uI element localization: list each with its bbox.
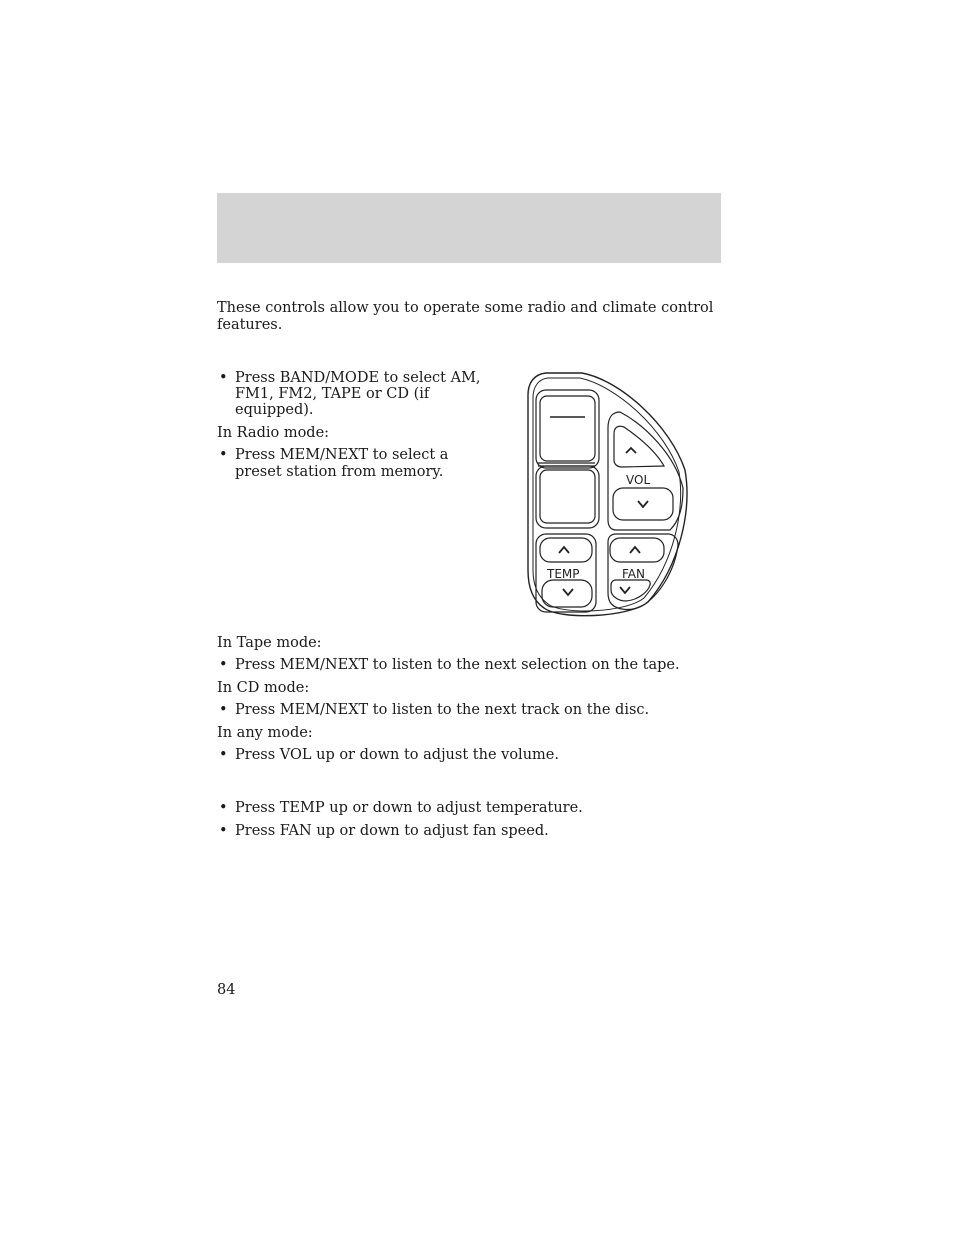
chevron-down-icon xyxy=(638,501,648,507)
band-mode-button xyxy=(540,396,595,461)
chevron-up-icon xyxy=(559,547,569,553)
mem-next-button xyxy=(540,470,595,523)
mem-next-line-1: Press MEM/NEXT to select a xyxy=(235,447,449,463)
chevron-up-icon xyxy=(630,547,640,553)
steering-wheel-controls-diagram xyxy=(520,370,695,622)
band-mode-line-2: FM1, FM2, TAPE or CD (if xyxy=(235,386,430,402)
bullet-dot: • xyxy=(219,447,228,463)
bullet-dot: • xyxy=(219,800,228,816)
chevron-down-icon xyxy=(620,587,630,593)
cd-mode-bullet: Press MEM/NEXT to listen to the next track on the disc. xyxy=(235,702,650,718)
page-number: 84 xyxy=(217,982,236,998)
bullet-dot: • xyxy=(219,702,228,718)
mem-next-line-2: preset station from memory. xyxy=(235,464,444,480)
chevron-up-icon xyxy=(626,448,636,453)
temp-bullet: Press TEMP up or down to adjust temperature. xyxy=(235,800,583,816)
radio-mode-label: In Radio mode: xyxy=(217,425,330,441)
bullet-dot: • xyxy=(219,657,228,673)
fan-bullet: Press FAN up or down to adjust fan speed. xyxy=(235,823,549,839)
bullet-dot: • xyxy=(219,747,228,763)
any-mode-bullet: Press VOL up or down to adjust the volume. xyxy=(235,747,559,763)
tape-mode-bullet: Press MEM/NEXT to listen to the next selection on the tape. xyxy=(235,657,680,673)
tape-mode-label: In Tape mode: xyxy=(217,635,322,651)
chevron-down-icon xyxy=(563,589,573,595)
bullet-dot: • xyxy=(219,823,228,839)
mem-next-button-frame xyxy=(536,466,599,528)
cd-mode-label: In CD mode: xyxy=(217,680,310,696)
any-mode-label: In any mode: xyxy=(217,725,313,741)
band-mode-line-3: equipped). xyxy=(235,402,314,418)
vol-label: VOL xyxy=(626,473,651,487)
vol-down-button xyxy=(613,488,673,520)
band-mode-button-frame xyxy=(536,390,599,468)
intro-line-2: features. xyxy=(217,317,283,333)
vol-button-frame xyxy=(608,412,683,530)
temp-label: TEMP xyxy=(547,567,580,581)
fan-label: FAN xyxy=(622,567,645,581)
band-mode-line-1: Press BAND/MODE to select AM, xyxy=(235,370,481,386)
bullet-dot: • xyxy=(219,370,228,386)
section-header-band xyxy=(217,193,721,263)
intro-line-1: These controls allow you to operate some radio and climate control xyxy=(217,300,714,316)
